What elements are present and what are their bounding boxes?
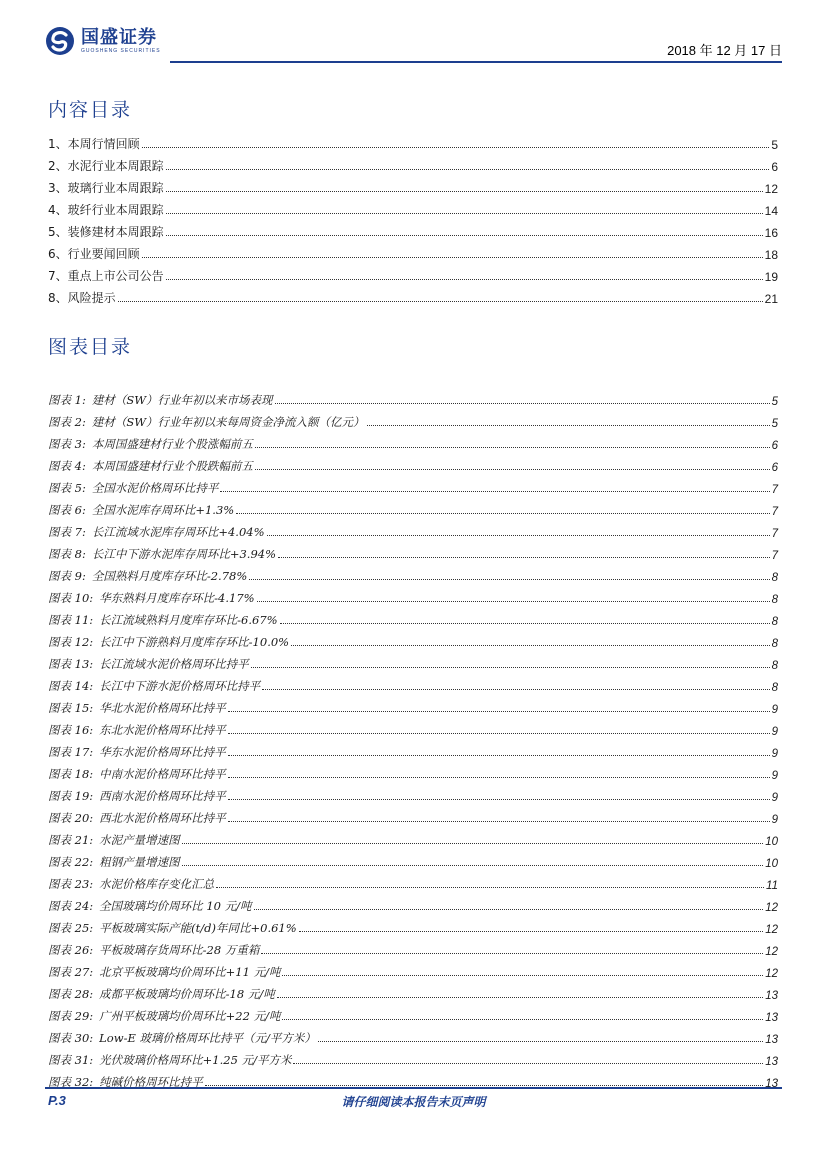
page-header: [45, 22, 782, 62]
company-logo: [45, 26, 161, 56]
toc-entry[interactable]: [48, 130, 778, 152]
toc-entry[interactable]: [48, 174, 778, 196]
toc-entry[interactable]: [48, 152, 778, 174]
toc-entry-label: 本周国盛建材行业个股跌幅前五: [91, 459, 253, 473]
toc-entry[interactable]: [48, 870, 778, 892]
contents-list: [48, 130, 778, 306]
toc-entry[interactable]: [48, 284, 778, 306]
toc-entry-page: 8: [771, 572, 778, 584]
toc-entry[interactable]: [48, 474, 778, 496]
toc-entry-page: 6: [771, 462, 778, 474]
toc-entry-page: 13: [765, 1034, 778, 1046]
toc-entry-label: 7、重点上市公司公告: [48, 269, 164, 283]
toc-entry[interactable]: [48, 430, 778, 452]
toc-entry-page: 8: [771, 638, 778, 650]
logo-icon: [45, 26, 75, 56]
toc-entry-label: 北京平板玻璃均价周环比+11 元/吨: [99, 965, 281, 979]
toc-entry-page: 5: [771, 418, 778, 430]
toc-dot-leader: [367, 425, 770, 426]
toc-entry-label: 8、风险提示: [48, 291, 116, 305]
toc-entry-page: 12: [764, 182, 778, 196]
toc-entry-prefix: 图表 23:: [48, 877, 94, 891]
toc-entry-label: 全国玻璃均价周环比 10 元/吨: [99, 899, 252, 913]
toc-entry-label: 1、本周行情回顾: [48, 137, 140, 151]
toc-dot-leader: [282, 1019, 763, 1020]
toc-entry-label: 水泥产量增速图: [99, 833, 180, 847]
toc-entry-label: 中南水泥价格周环比持平: [99, 767, 226, 781]
toc-entry-prefix: 图表 28:: [48, 987, 94, 1001]
toc-entry[interactable]: [48, 826, 778, 848]
toc-dot-leader: [228, 711, 770, 712]
toc-entry[interactable]: [48, 584, 778, 606]
toc-entry-prefix: 图表 19:: [48, 789, 94, 803]
toc-entry-page: 9: [771, 704, 778, 716]
toc-entry[interactable]: [48, 694, 778, 716]
toc-entry-prefix: 图表 30:: [48, 1031, 94, 1045]
toc-dot-leader: [299, 931, 764, 932]
toc-entry-page: 9: [771, 792, 778, 804]
report-date: 2018 年 12 月 17 日: [667, 43, 782, 58]
figures-list: [48, 386, 778, 1090]
toc-dot-leader: [291, 645, 770, 646]
toc-entry-page: 8: [771, 616, 778, 628]
toc-entry[interactable]: [48, 980, 778, 1002]
toc-entry-prefix: 图表 8:: [48, 547, 86, 561]
toc-entry[interactable]: [48, 804, 778, 826]
toc-entry-page: 9: [771, 814, 778, 826]
toc-entry-label: 长江中下游水泥价格周环比持平: [99, 679, 261, 693]
toc-entry-label: 建材（SW）行业年初以来每周资金净流入额（亿元）: [91, 415, 365, 429]
toc-entry-prefix: 图表 12:: [48, 635, 94, 649]
toc-entry[interactable]: [48, 386, 778, 408]
toc-entry-prefix: 图表 29:: [48, 1009, 94, 1023]
toc-entry-page: 19: [764, 270, 778, 284]
toc-entry-label: 长江流域水泥库存周环比+4.04%: [91, 525, 265, 539]
toc-dot-leader: [267, 535, 770, 536]
toc-entry-page: 16: [764, 226, 778, 240]
toc-dot-leader: [236, 513, 769, 514]
toc-entry-label: 全国熟料月度库存环比-2.78%: [91, 569, 248, 583]
toc-entry-prefix: 图表 4:: [48, 459, 86, 473]
toc-entry-prefix: 图表 14:: [48, 679, 94, 693]
toc-dot-leader: [220, 491, 769, 492]
toc-dot-leader: [249, 579, 769, 580]
toc-dot-leader: [293, 1063, 763, 1064]
toc-entry[interactable]: [48, 738, 778, 760]
toc-dot-leader: [278, 557, 770, 558]
toc-entry-label: 东北水泥价格周环比持平: [99, 723, 226, 737]
toc-entry[interactable]: [48, 452, 778, 474]
toc-entry-prefix: 图表 15:: [48, 701, 94, 715]
toc-entry-page: 13: [765, 1012, 778, 1024]
toc-entry[interactable]: [48, 1002, 778, 1024]
toc-entry[interactable]: [48, 716, 778, 738]
toc-dot-leader: [166, 279, 763, 280]
toc-entry[interactable]: [48, 650, 778, 672]
toc-entry-label: 全国水泥库存周环比+1.3%: [91, 503, 235, 517]
toc-dot-leader: [282, 975, 763, 976]
toc-entry[interactable]: [48, 408, 778, 430]
toc-entry-prefix: 图表 2:: [48, 415, 86, 429]
toc-entry[interactable]: [48, 848, 778, 870]
toc-entry-label: Low-E 玻璃价格周环比持平（元/平方米）: [99, 1031, 316, 1045]
toc-entry-page: 9: [771, 748, 778, 760]
toc-entry-label: 全国水泥价格周环比持平: [91, 481, 219, 495]
toc-dot-leader: [216, 887, 764, 888]
toc-dot-leader: [277, 997, 763, 998]
toc-dot-leader: [142, 257, 763, 258]
toc-entry-page: 7: [771, 506, 778, 518]
toc-entry-label: 成都平板玻璃均价周环比-18 元/吨: [99, 987, 275, 1001]
toc-entry[interactable]: [48, 892, 778, 914]
toc-entry-label: 4、玻纤行业本周跟踪: [48, 203, 164, 217]
toc-dot-leader: [228, 799, 770, 800]
toc-entry-prefix: 图表 10:: [48, 591, 94, 605]
toc-dot-leader: [182, 843, 764, 844]
toc-entry-label: 西南水泥价格周环比持平: [99, 789, 226, 803]
toc-entry[interactable]: [48, 540, 778, 562]
toc-entry-label: 平板玻璃存货周环比-28 万重箱: [99, 943, 260, 957]
toc-entry-prefix: 图表 22:: [48, 855, 94, 869]
toc-entry-label: 长江流域熟料月度库存环比-6.67%: [99, 613, 278, 627]
toc-entry-prefix: 图表 6:: [48, 503, 86, 517]
toc-entry-prefix: 图表 32:: [48, 1075, 94, 1089]
toc-entry-prefix: 图表 16:: [48, 723, 94, 737]
toc-entry-label: 建材（SW）行业年初以来市场表现: [91, 393, 273, 407]
toc-dot-leader: [142, 147, 770, 148]
toc-entry-label: 3、玻璃行业本周跟踪: [48, 181, 164, 195]
toc-entry-page: 6: [771, 160, 778, 174]
toc-entry[interactable]: [48, 518, 778, 540]
toc-entry-page: 21: [764, 292, 778, 306]
toc-entry-label: 长江流域水泥价格周环比持平: [99, 657, 249, 671]
toc-entry-prefix: 图表 11:: [48, 613, 94, 627]
toc-entry-prefix: 图表 17:: [48, 745, 94, 759]
toc-entry[interactable]: [48, 196, 778, 218]
toc-dot-leader: [251, 667, 770, 668]
toc-dot-leader: [228, 755, 770, 756]
toc-entry[interactable]: [48, 1024, 778, 1046]
toc-entry-prefix: 图表 21:: [48, 833, 94, 847]
toc-dot-leader: [318, 1041, 763, 1042]
toc-entry-prefix: 图表 3:: [48, 437, 86, 451]
toc-entry[interactable]: [48, 958, 778, 980]
toc-entry-label: 2、水泥行业本周跟踪: [48, 159, 164, 173]
toc-entry[interactable]: [48, 262, 778, 284]
toc-entry-label: 光伏玻璃价格周环比+1.25 元/平方米: [99, 1053, 292, 1067]
toc-entry-label: 广州平板玻璃均价周环比+22 元/吨: [99, 1009, 281, 1023]
toc-dot-leader: [166, 213, 763, 214]
toc-entry-page: 13: [765, 1056, 778, 1068]
toc-dot-leader: [262, 689, 769, 690]
footer-disclaimer: 请仔细阅读本报告末页声明: [341, 1095, 486, 1109]
toc-entry-label: 5、装修建材本周跟踪: [48, 225, 164, 239]
toc-entry-page: 7: [771, 550, 778, 562]
toc-entry-label: 华东熟料月度库存环比-4.17%: [99, 591, 255, 605]
toc-entry-prefix: 图表 26:: [48, 943, 94, 957]
toc-entry-page: 7: [771, 484, 778, 496]
toc-entry-page: 12: [765, 946, 778, 958]
toc-entry-prefix: 图表 9:: [48, 569, 86, 583]
toc-dot-leader: [166, 191, 763, 192]
toc-entry-page: 10: [765, 858, 778, 870]
toc-entry-label: 长江中下游水泥库存周环比+3.94%: [91, 547, 277, 561]
toc-dot-leader: [261, 953, 763, 954]
toc-dot-leader: [166, 169, 770, 170]
toc-entry-prefix: 图表 13:: [48, 657, 94, 671]
toc-entry-label: 水泥价格库存变化汇总: [99, 877, 215, 891]
toc-entry-label: 平板玻璃实际产能(t/d)年同比+0.61%: [99, 921, 297, 935]
toc-entry-label: 西北水泥价格周环比持平: [99, 811, 226, 825]
toc-entry[interactable]: [48, 562, 778, 584]
toc-entry-prefix: 图表 25:: [48, 921, 94, 935]
toc-entry-page: 18: [764, 248, 778, 262]
toc-entry-prefix: 图表 24:: [48, 899, 94, 913]
toc-entry-page: 12: [765, 968, 778, 980]
toc-entry-prefix: 图表 20:: [48, 811, 94, 825]
toc-entry-page: 8: [771, 682, 778, 694]
toc-entry-page: 6: [771, 440, 778, 452]
toc-dot-leader: [280, 623, 770, 624]
toc-dot-leader: [205, 1085, 764, 1086]
page-number: P.3: [48, 1093, 66, 1108]
figures-title: 图表目录: [48, 336, 133, 358]
header-divider: [170, 61, 782, 63]
logo-name-cn: 国盛证券: [81, 26, 157, 48]
toc-entry[interactable]: [48, 240, 778, 262]
toc-entry[interactable]: [48, 1046, 778, 1068]
toc-entry-page: 10: [765, 836, 778, 848]
footer-divider: [45, 1087, 782, 1089]
toc-entry-page: 13: [765, 1078, 778, 1090]
toc-entry-prefix: 图表 31:: [48, 1053, 94, 1067]
toc-dot-leader: [182, 865, 764, 866]
toc-entry-label: 纯碱价格周环比持平: [99, 1075, 203, 1089]
toc-entry-page: 5: [771, 396, 778, 408]
toc-entry-page: 12: [765, 902, 778, 914]
logo-name-en: GUOSHENG SECURITIES: [81, 47, 161, 54]
toc-entry-label: 6、行业要闻回顾: [48, 247, 140, 261]
toc-dot-leader: [255, 469, 770, 470]
toc-dot-leader: [118, 301, 763, 302]
toc-entry-page: 8: [771, 594, 778, 606]
contents-title: 内容目录: [48, 99, 133, 121]
toc-dot-leader: [166, 235, 763, 236]
toc-entry-prefix: 图表 1:: [48, 393, 86, 407]
toc-dot-leader: [275, 403, 770, 404]
toc-entry-page: 9: [771, 726, 778, 738]
toc-entry-prefix: 图表 5:: [48, 481, 86, 495]
toc-entry-prefix: 图表 18:: [48, 767, 94, 781]
toc-entry-page: 13: [765, 990, 778, 1002]
toc-entry-page: 9: [771, 770, 778, 782]
toc-entry[interactable]: [48, 218, 778, 240]
toc-entry[interactable]: [48, 914, 778, 936]
toc-entry-page: 11: [766, 880, 778, 892]
toc-entry[interactable]: [48, 782, 778, 804]
toc-entry[interactable]: [48, 606, 778, 628]
toc-dot-leader: [228, 777, 770, 778]
toc-dot-leader: [255, 447, 770, 448]
toc-dot-leader: [257, 601, 770, 602]
toc-entry-label: 本周国盛建材行业个股涨幅前五: [91, 437, 253, 451]
toc-dot-leader: [228, 733, 770, 734]
toc-entry[interactable]: [48, 496, 778, 518]
toc-entry-label: 长江中下游熟料月度库存环比-10.0%: [99, 635, 290, 649]
toc-entry-page: 12: [765, 924, 778, 936]
toc-entry-label: 粗钢产量增速图: [99, 855, 180, 869]
toc-entry-label: 华北水泥价格周环比持平: [99, 701, 226, 715]
toc-entry-prefix: 图表 7:: [48, 525, 86, 539]
toc-dot-leader: [228, 821, 770, 822]
toc-entry[interactable]: [48, 628, 778, 650]
toc-entry-prefix: 图表 27:: [48, 965, 94, 979]
toc-dot-leader: [254, 909, 764, 910]
toc-entry[interactable]: [48, 936, 778, 958]
toc-entry-label: 华东水泥价格周环比持平: [99, 745, 226, 759]
toc-entry[interactable]: [48, 672, 778, 694]
toc-entry-page: 14: [764, 204, 778, 218]
toc-entry-page: 7: [771, 528, 778, 540]
toc-entry-page: 8: [771, 660, 778, 672]
toc-entry-page: 5: [771, 138, 778, 152]
toc-entry[interactable]: [48, 760, 778, 782]
